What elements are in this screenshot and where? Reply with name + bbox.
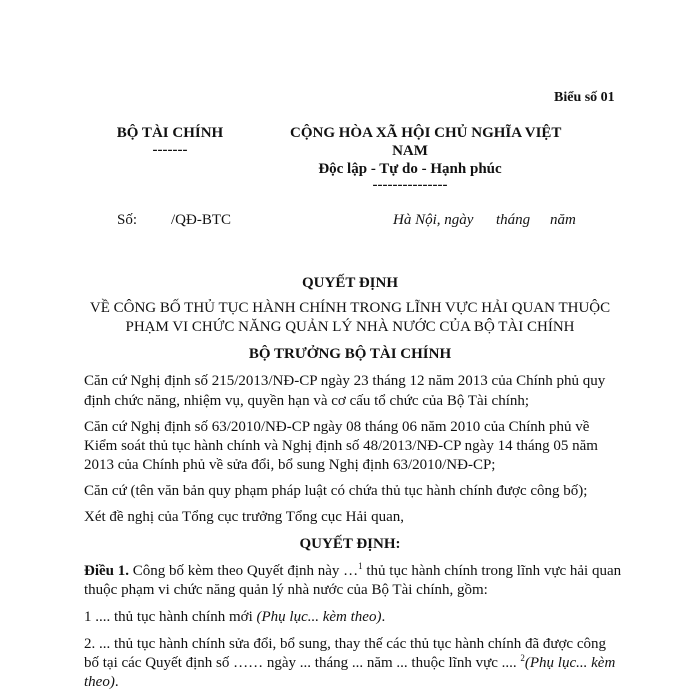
date-place-day: Hà Nội, ngày [393,212,474,228]
subject-line1: VỀ CÔNG BỐ THỦ TỤC HÀNH CHÍNH TRONG LĨNH VỰC HẢI QUAN THUỘC [89,300,611,316]
basis-1-line2: định chức năng, nhiệm vụ, quyền hạn và cơ cấu tổ chức của Bộ Tài chính; [84,393,530,409]
item-2-text: bố tại các Quyết định số …… ngày ... tháng ... năm ... thuộc lĩnh vực .... [84,655,521,671]
footnote-ref-2: 2 [520,653,525,663]
basis-1-line1: Căn cứ Nghị định số 215/2013/NĐ-CP ngày 23 tháng 12 năm 2013 của Chính phủ quy [84,373,606,389]
article-1-label: Điều 1. [84,563,129,579]
item-2-line3 [84,674,119,691]
basis-2-line3: 2013 của Chính phủ về sửa đổi, bổ sung Nghị định 63/2010/NĐ-CP; [84,457,496,473]
basis-2-line2: Kiểm soát thủ tục hành chính và Nghị định số 48/2013/NĐ-CP ngày 14 tháng 05 năm [84,438,598,454]
form-label: Biểu số 01 [554,90,615,105]
number-code: /QĐ-BTC [171,212,231,228]
date-month: tháng [496,212,531,228]
article-1-line2: thuộc phạm vi chức năng quản lý nhà nước của Bộ Tài chính, gồm: [84,582,488,598]
decision-heading: QUYẾT ĐỊNH: [299,536,401,552]
date-year: năm [550,212,576,228]
motto: Độc lập - Tự do - Hạnh phúc [318,161,502,177]
footnote-ref-1: 1 [358,561,363,571]
article-1-text-b: thủ tục hành chính trong lĩnh vực hải quan [362,563,622,579]
number-label: Số: [117,212,138,228]
subject-line2: PHẠM VI CHỨC NĂNG QUẢN LÝ NHÀ NƯỚC CỦA BỘ TÀI CHÍNH [125,319,575,335]
item-1-annex: (Phụ lục... kèm theo) [256,609,382,625]
item-2-end: . [114,674,119,690]
item-2-annex: (Phụ lục... kèm [524,655,616,671]
ministry-rule: ------- [152,142,188,158]
item-2-annex-cont: theo) [84,674,115,690]
item-2-line1: 2. ... thủ tục hành chính sửa đổi, bổ sung, thay thế các thủ tục hành chính đã được công [84,636,606,652]
republic-title-line2: NAM [392,143,428,159]
item-2-line2 [84,655,615,672]
item-1 [84,609,385,626]
authority-heading: BỘ TRƯỞNG BỘ TÀI CHÍNH [248,346,452,362]
document-title: QUYẾT ĐỊNH [302,275,398,291]
item-1-end: . [381,609,386,625]
ministry-name: BỘ TÀI CHÍNH [116,125,224,141]
article-1-text-a: Công bố kèm theo Quyết định này … [129,563,359,579]
basis-3-line1: Căn cứ (tên văn bản quy phạm pháp luật có chứa thủ tục hành chính được công bố); [84,483,588,499]
article-1-line1 [84,563,621,580]
motto-rule: --------------- [372,177,448,193]
basis-2-line1: Căn cứ Nghị định số 63/2010/NĐ-CP ngày 08 tháng 06 năm 2010 của Chính phủ về [84,419,590,435]
item-1-text: 1 .... thủ tục hành chính mới [84,609,257,625]
republic-title-line1: CỘNG HÒA XÃ HỘI CHỦ NGHĨA VIỆT [290,125,562,141]
basis-4-line1: Xét đề nghị của Tổng cục trưởng Tổng cục Hải quan, [84,509,405,525]
